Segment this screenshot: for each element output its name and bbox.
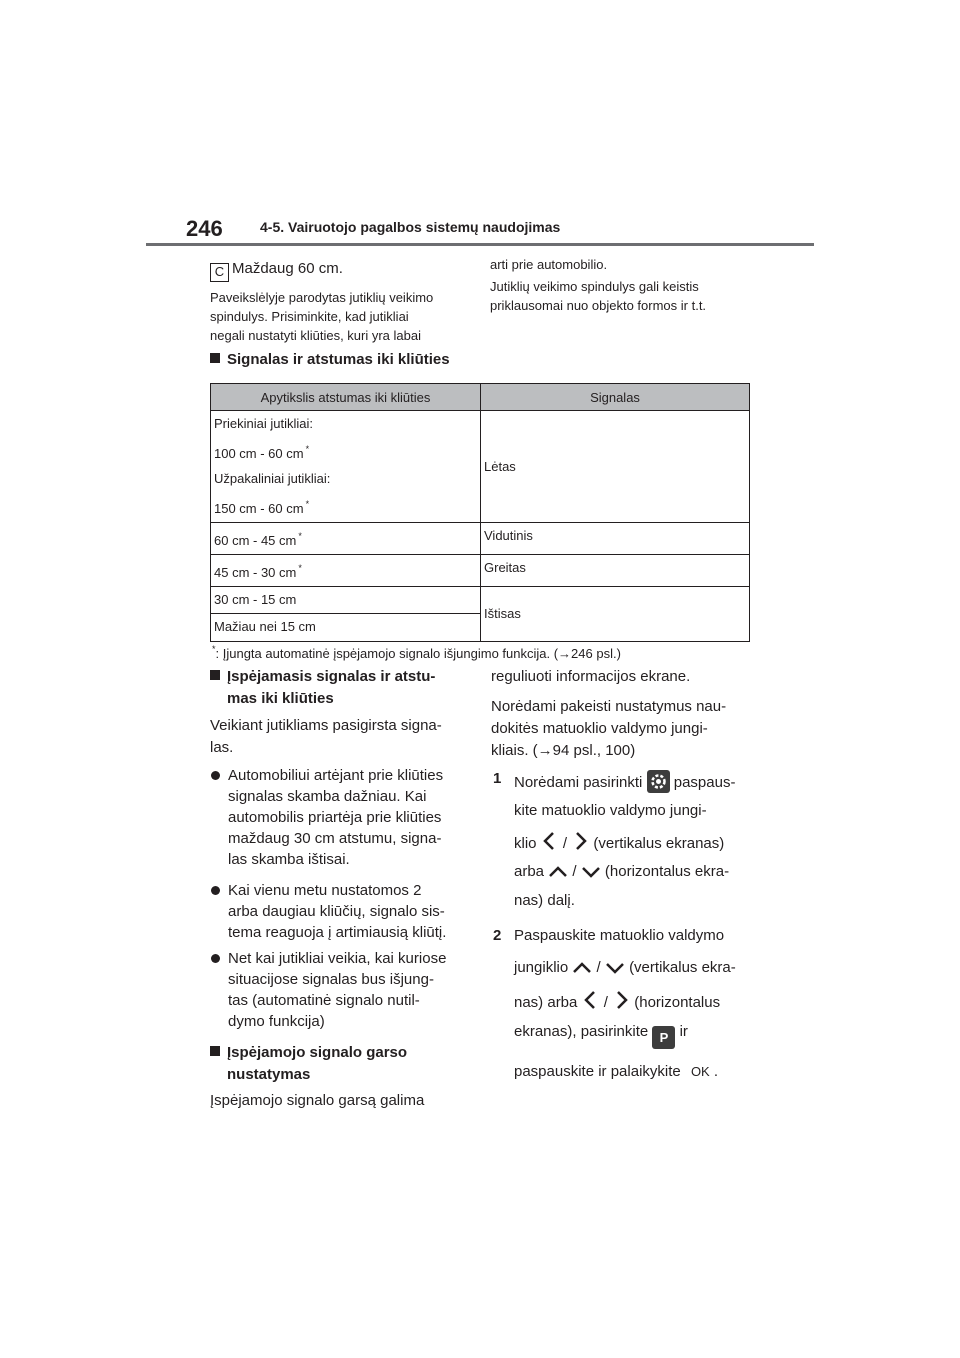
chevron-up-icon [572,961,592,979]
table-row [211,587,750,614]
asterisk-mark: * [212,644,216,654]
text-line: signalas skamba dažniau. Kai [228,788,427,805]
signal-cell: Ištisas [481,587,750,642]
cell-text: Užpakaliniai jutikliai: [214,471,331,486]
step-number: 2 [493,927,502,944]
square-bullet-icon [210,353,220,363]
ok-button-icon: OK [690,1064,710,1079]
heading-text: Signalas ir atstumas iki kliūties [227,351,450,368]
text-line: Veikiant jutikliams pasigirsta signa- [210,717,442,734]
text-line: priklausomai nuo objekto formos ir t.t. [490,298,707,313]
text-line: kliais. (→94 psl., 100) [491,742,636,759]
text-fragment: arba [514,863,545,880]
text-fragment: (horizontalus ekra- [604,863,730,880]
text-fragment: kite matuoklio valdymo jungi- [514,802,707,819]
text-line: tema reaguoja į artimiausią kliūtį. [228,924,447,941]
heading-text: Įspėjamasis signalas ir atstu- [227,668,436,685]
square-bullet-icon [210,670,220,680]
figure-description-left [210,288,466,345]
step-2 [493,927,753,1087]
figure-label-text: Maždaug 60 cm. [232,260,343,277]
text-line: dymo funkcija) [228,1013,325,1030]
asterisk-mark: * [305,444,310,454]
footnote-text: : Įjungta automatinė įspėjamojo signalo išjungimo funkcija. (→246 psl.) [215,646,621,661]
text-fragment: Paspauskite matuoklio valdymo [514,927,725,944]
text-line: arti prie automobilio. [490,257,608,272]
table-row [211,411,750,523]
signal-cell: Greitas [481,555,750,587]
heading-text: nustatymas [227,1066,311,1083]
table-row [211,523,750,555]
text-fragment: (vertikalus ekra- [629,959,736,976]
signal-section-heading [210,349,450,371]
text-line: Norėdami pakeisti nustatymus nau- [491,698,727,715]
text-line: dokitės matuoklio valdymo jungi- [491,720,708,737]
heading-text: Įspėjamojo signalo garso [227,1044,408,1061]
asterisk-mark: * [305,499,310,509]
cell-text: 150 cm - 60 cm [214,501,304,516]
text-line: Kai vienu metu nustatomos 2 [228,882,422,899]
text-line: Jutiklių veikimo spindulys gali keistis [490,279,699,294]
step-1 [493,770,753,920]
cell-text: 45 cm - 30 cm [214,565,297,580]
text-line: situacijose signalas bus išjung- [228,971,434,988]
text-line: las. [210,739,234,756]
text-line: tas (automatinė signalo nutil- [228,992,420,1009]
text-line: Automobiliui artėjant prie kliūties [228,767,444,784]
table-row [211,555,750,587]
signal-cell: Lėtas [481,411,750,523]
chevron-right-icon [571,831,589,855]
text-line: spindulys. Prisiminkite, kad jutikliai [210,309,409,324]
section-title: 4-5. Vairuotojo pagalbos sistemų naudojimas [260,219,561,235]
distance-cell [211,411,481,523]
text-fragment: (vertikalus ekranas) [593,835,725,852]
chevron-down-icon [605,961,625,979]
figure-label-c [210,260,343,282]
chevron-down-icon [581,865,601,883]
bullet-item [210,948,468,1032]
slash-separator: / [572,863,577,880]
warning-section-heading [210,666,435,710]
slash-separator: / [603,994,608,1011]
text-fragment: ir [679,1023,688,1040]
figure-description-right [490,255,752,315]
text-fragment: paspaus- [673,774,736,791]
distance-cell [211,555,481,587]
text-fragment: paspauskite ir palaikykite [514,1063,681,1080]
volume-left-text: Įspėjamojo signalo garsą galima [210,1092,425,1109]
text-fragment: (horizontalus [634,994,721,1011]
step-number: 1 [493,770,502,787]
volume-section-heading [210,1042,407,1086]
square-bullet-icon [210,1046,220,1056]
text-fragment: klio [514,835,537,852]
asterisk-mark: * [298,531,302,541]
text-line: Net kai jutikliai veikia, kai kuriose [228,950,447,967]
slash-separator: / [562,835,568,852]
volume-right-text [491,666,753,762]
gear-icon [647,770,670,793]
table-footnote [210,644,621,661]
asterisk-mark: * [298,563,302,573]
bullet-item [210,765,468,870]
cell-text: 100 cm - 60 cm [214,446,304,461]
text-line: reguliuoti informacijos ekrane. [491,668,691,685]
table-header-row [211,384,750,411]
signal-cell: Vidutinis [481,523,750,555]
chevron-left-icon [582,990,600,1014]
distance-cell [211,523,481,555]
text-fragment: ekranas), pasirinkite [514,1023,649,1040]
text-line: arba daugiau kliūčių, signalo sis- [228,903,445,920]
text-line: las skamba ištisai. [228,851,350,868]
text-fragment: nas) arba [514,994,578,1011]
chevron-up-icon [548,865,568,883]
chevron-left-icon [541,831,559,855]
page-header [146,214,814,246]
column-header-distance: Apytikslis atstumas iki kliūties [211,384,481,411]
distance-cell: 30 cm - 15 cm [211,587,481,614]
cell-text: 60 cm - 45 cm [214,533,297,548]
text-fragment: nas) dalį. [514,892,575,909]
column-header-signal: Signalas [481,384,750,411]
warning-intro [210,715,466,759]
bullet-item [210,880,468,943]
text-fragment: . [713,1063,719,1080]
page-number: 246 [186,216,223,241]
slash-separator: / [596,959,601,976]
distance-cell: Mažiau nei 15 cm [211,614,481,642]
text-fragment: jungiklio [514,959,569,976]
text-line: automobilis priartėja prie kliūties [228,809,442,826]
text-fragment: Norėdami pasirinkti [514,774,643,791]
text-line: negali nustatyti kliūties, kuri yra labai [210,328,421,343]
heading-text: mas iki kliūties [227,690,334,707]
parking-sensor-icon: P [652,1026,675,1049]
cell-text: Priekiniai jutikliai: [214,416,313,431]
text-line: maždaug 30 cm atstumu, signa- [228,830,442,847]
signal-distance-table [210,383,750,642]
chevron-right-icon [612,990,630,1014]
text-line: Paveikslėlyje parodytas jutiklių veikimo [210,290,434,305]
figure-label-box: C [210,263,229,282]
